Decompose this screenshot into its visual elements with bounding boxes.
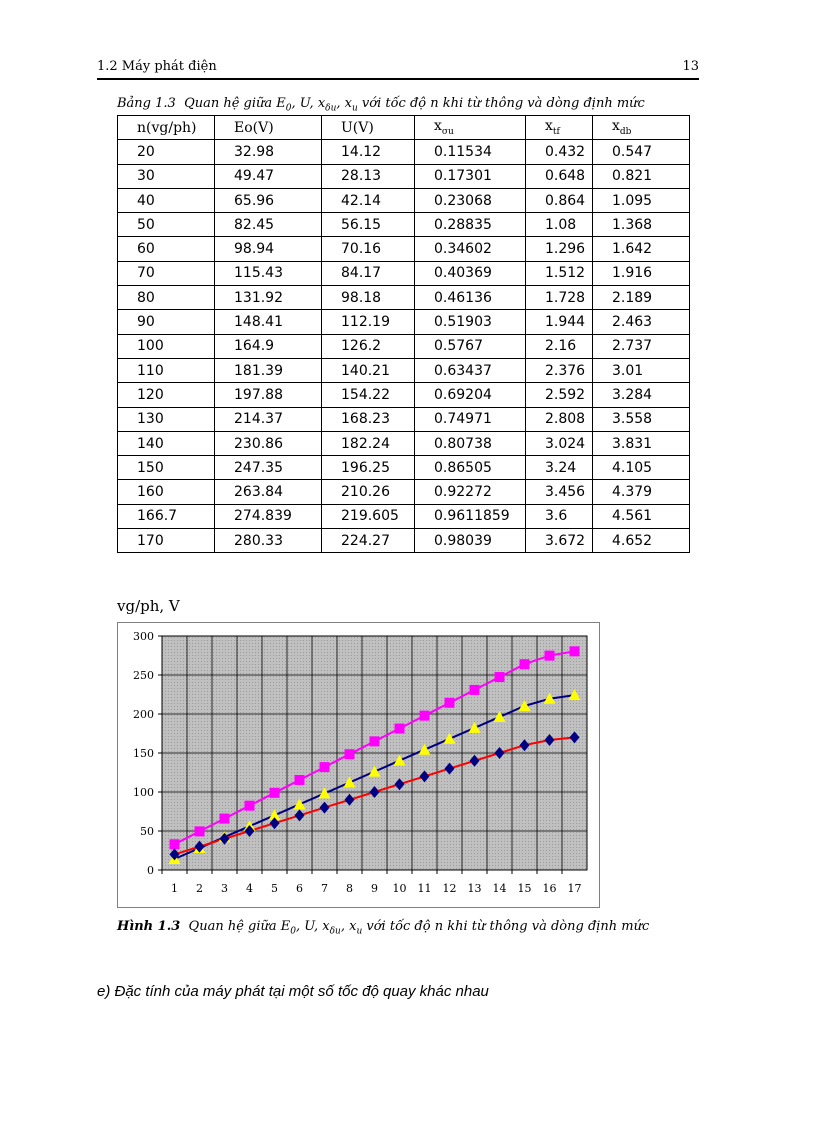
table-cell: 210.26 [322, 480, 415, 504]
table-cell: 1.512 [526, 261, 593, 285]
table-cell: 154.22 [322, 383, 415, 407]
data-point-square [445, 698, 455, 708]
table-cell: 112.19 [322, 310, 415, 334]
table-cell: 20 [118, 140, 215, 164]
table-cell: 4.379 [593, 480, 690, 504]
table-caption-text: Quan hệ giữa E [184, 96, 286, 111]
table-cell: 150 [118, 456, 215, 480]
x-tick-label: 7 [321, 882, 328, 895]
page-header [97, 57, 699, 79]
x-tick-label: 11 [417, 882, 432, 895]
table-cell: 1.728 [526, 286, 593, 310]
y-tick-label: 200 [133, 708, 154, 721]
column-header-sub: σu [441, 127, 454, 138]
table-cell: 2.463 [593, 310, 690, 334]
x-tick-label: 16 [542, 882, 557, 895]
table-body [118, 140, 690, 553]
table-cell: 230.86 [215, 431, 322, 455]
table-cell: 98.18 [322, 286, 415, 310]
table-cell: 49.47 [215, 164, 322, 188]
x-tick-label: 2 [196, 882, 203, 895]
table-cell: 0.9611859 [415, 504, 526, 528]
table-cell: 40 [118, 188, 215, 212]
y-tick-label: 250 [133, 669, 154, 682]
table-caption-text: , U, x [291, 96, 326, 111]
page-number: 13 [682, 59, 699, 74]
column-header-text: U(V) [341, 119, 374, 136]
table-cell: 115.43 [215, 261, 322, 285]
table-cell: 224.27 [322, 529, 415, 553]
x-tick-label: 9 [371, 882, 378, 895]
table-cell: 3.284 [593, 383, 690, 407]
table-cell: 3.024 [526, 431, 593, 455]
x-tick-label: 3 [221, 882, 228, 895]
column-header-text: x [612, 118, 620, 135]
table-cell: 0.5767 [415, 334, 526, 358]
column-header [118, 116, 215, 140]
data-point-square [545, 651, 555, 661]
table-cell: 247.35 [215, 456, 322, 480]
table-cell: 32.98 [215, 140, 322, 164]
table-cell: 164.9 [215, 334, 322, 358]
table-cell: 181.39 [215, 358, 322, 382]
table-cell: 0.86505 [415, 456, 526, 480]
x-tick-label: 14 [492, 882, 507, 895]
table-row [118, 504, 690, 528]
table-cell: 90 [118, 310, 215, 334]
table-cell: 3.01 [593, 358, 690, 382]
table-cell: 3.456 [526, 480, 593, 504]
table-cell: 70 [118, 261, 215, 285]
table-cell: 214.37 [215, 407, 322, 431]
table-cell: 170 [118, 529, 215, 553]
table-cell: 0.821 [593, 164, 690, 188]
table-cell: 168.23 [322, 407, 415, 431]
table-row [118, 310, 690, 334]
table-caption-text: với tốc độ n khi từ thông và dòng định mức [357, 96, 645, 111]
table-cell: 0.648 [526, 164, 593, 188]
table-row [118, 286, 690, 310]
table-cell: 30 [118, 164, 215, 188]
figure-caption-text: Quan hệ giữa E [188, 919, 291, 934]
table-row [118, 407, 690, 431]
table-cell: 0.17301 [415, 164, 526, 188]
x-tick-label: 15 [517, 882, 532, 895]
table-row [118, 529, 690, 553]
table-cell: 140.21 [322, 358, 415, 382]
column-header-sub: tf [552, 127, 560, 138]
data-point-square [195, 826, 205, 836]
table-cell: 1.368 [593, 213, 690, 237]
figure-caption-sub: 0 [290, 926, 296, 937]
table-cell: 140 [118, 431, 215, 455]
x-tick-label: 6 [296, 882, 303, 895]
table-cell: 14.12 [322, 140, 415, 164]
table-cell: 2.16 [526, 334, 593, 358]
column-header [593, 116, 690, 140]
table-cell: 3.831 [593, 431, 690, 455]
data-point-square [570, 646, 580, 656]
data-point-square [395, 724, 405, 734]
x-tick-label: 17 [567, 882, 582, 895]
table-cell: 2.592 [526, 383, 593, 407]
table-cell: 0.69204 [415, 383, 526, 407]
table-cell: 1.916 [593, 261, 690, 285]
table-cell: 1.095 [593, 188, 690, 212]
table-cell: 56.15 [322, 213, 415, 237]
table-cell: 28.13 [322, 164, 415, 188]
data-point-square [495, 672, 505, 682]
table-cell: 166.7 [118, 504, 215, 528]
table-cell: 1.944 [526, 310, 593, 334]
table-cell: 2.737 [593, 334, 690, 358]
table-cell: 82.45 [215, 213, 322, 237]
table-cell: 126.2 [322, 334, 415, 358]
table-cell: 274.839 [215, 504, 322, 528]
data-point-square [270, 788, 280, 798]
table-cell: 3.672 [526, 529, 593, 553]
table-row [118, 261, 690, 285]
header-rule [97, 78, 699, 80]
column-header [415, 116, 526, 140]
table-cell: 3.6 [526, 504, 593, 528]
y-tick-label: 150 [133, 747, 154, 760]
y-tick-label: 0 [147, 864, 154, 877]
table-row [118, 383, 690, 407]
table-cell: 0.864 [526, 188, 593, 212]
table-cell: 0.11534 [415, 140, 526, 164]
table-cell: 0.40369 [415, 261, 526, 285]
table-cell: 65.96 [215, 188, 322, 212]
table-cell: 120 [118, 383, 215, 407]
column-header [215, 116, 322, 140]
x-tick-label: 13 [467, 882, 482, 895]
table-cell: 80 [118, 286, 215, 310]
table-cell: 197.88 [215, 383, 322, 407]
column-header-sub: db [619, 127, 632, 138]
table-caption-sub: 0 [285, 103, 292, 114]
figure-caption-sub: u [356, 926, 363, 937]
x-tick-label: 8 [346, 882, 353, 895]
table-cell: 42.14 [322, 188, 415, 212]
data-point-square [520, 659, 530, 669]
y-tick-label: 50 [140, 825, 154, 838]
table-cell: 1.296 [526, 237, 593, 261]
table-cell: 0.92272 [415, 480, 526, 504]
data-point-square [420, 711, 430, 721]
table-cell: 2.808 [526, 407, 593, 431]
table-row [118, 480, 690, 504]
table-cell: 50 [118, 213, 215, 237]
table-cell: 0.28835 [415, 213, 526, 237]
data-point-square [245, 801, 255, 811]
figure-caption-text: , x [340, 919, 357, 934]
data-point-square [345, 749, 355, 759]
column-header-text: n(vg/ph) [137, 119, 197, 136]
data-point-square [220, 814, 230, 824]
figure-caption-text: với tốc độ n khi từ thông và dòng định mức [362, 919, 650, 934]
x-tick-label: 10 [392, 882, 407, 895]
table-cell: 0.74971 [415, 407, 526, 431]
figure-caption-text: , U, x [296, 919, 330, 934]
table-cell: 2.189 [593, 286, 690, 310]
x-tick-label: 5 [271, 882, 278, 895]
chart-ylabel: vg/ph, V [117, 597, 180, 615]
column-header [322, 116, 415, 140]
table-caption-label: Bảng 1.3 [117, 96, 176, 111]
column-header-text: Eo(V) [234, 119, 274, 136]
table-cell: 130 [118, 407, 215, 431]
x-tick-label: 1 [171, 882, 178, 895]
line-chart [117, 622, 600, 908]
table-cell: 0.51903 [415, 310, 526, 334]
column-header-text: x [434, 118, 442, 135]
data-point-square [370, 736, 380, 746]
table-row [118, 456, 690, 480]
table-cell: 4.105 [593, 456, 690, 480]
table-row [118, 213, 690, 237]
table-cell: 0.80738 [415, 431, 526, 455]
table-cell: 182.24 [322, 431, 415, 455]
table-cell: 2.376 [526, 358, 593, 382]
figure-caption [117, 919, 649, 937]
data-point-square [170, 839, 180, 849]
table-cell: 131.92 [215, 286, 322, 310]
table-caption-sub: δu [325, 103, 337, 114]
table-cell: 0.34602 [415, 237, 526, 261]
figure-caption-sub: δu [329, 926, 341, 937]
table-caption-text: , x [336, 96, 352, 111]
table-cell: 0.63437 [415, 358, 526, 382]
table-cell: 3.24 [526, 456, 593, 480]
table-cell: 219.605 [322, 504, 415, 528]
table-cell: 196.25 [322, 456, 415, 480]
table-row [118, 237, 690, 261]
table-row [118, 164, 690, 188]
table-cell: 3.558 [593, 407, 690, 431]
column-header [526, 116, 593, 140]
table-cell: 0.432 [526, 140, 593, 164]
table-caption-sub: u [351, 103, 358, 114]
table-row [118, 431, 690, 455]
data-point-square [320, 762, 330, 772]
table-cell: 263.84 [215, 480, 322, 504]
data-table [117, 115, 690, 553]
table-cell: 110 [118, 358, 215, 382]
data-point-square [470, 685, 480, 695]
table-cell: 280.33 [215, 529, 322, 553]
table-row [118, 358, 690, 382]
y-tick-label: 300 [133, 630, 154, 643]
table-cell: 1.642 [593, 237, 690, 261]
table-cell: 84.17 [322, 261, 415, 285]
x-tick-label: 4 [246, 882, 253, 895]
table-cell: 98.94 [215, 237, 322, 261]
table-cell: 100 [118, 334, 215, 358]
table-cell: 60 [118, 237, 215, 261]
table-cell: 4.652 [593, 529, 690, 553]
column-header-text: x [545, 118, 553, 135]
table-cell: 148.41 [215, 310, 322, 334]
table-cell: 0.547 [593, 140, 690, 164]
table-header-row [118, 116, 690, 140]
x-tick-label: 12 [442, 882, 457, 895]
table-row [118, 334, 690, 358]
table-cell: 0.46136 [415, 286, 526, 310]
table-cell: 0.23068 [415, 188, 526, 212]
y-tick-label: 100 [133, 786, 154, 799]
table-cell: 70.16 [322, 237, 415, 261]
table-cell: 4.561 [593, 504, 690, 528]
section-title: 1.2 Máy phát điện [97, 59, 217, 74]
table-row [118, 140, 690, 164]
section-heading-e: e) Đặc tính của máy phát tại một số tốc độ quay khác nhau [97, 983, 489, 1000]
table-caption [117, 96, 727, 114]
table-row [118, 188, 690, 212]
table-cell: 1.08 [526, 213, 593, 237]
figure-caption-label: Hình 1.3 [117, 919, 181, 934]
table-cell: 160 [118, 480, 215, 504]
data-point-square [295, 775, 305, 785]
table-cell: 0.98039 [415, 529, 526, 553]
